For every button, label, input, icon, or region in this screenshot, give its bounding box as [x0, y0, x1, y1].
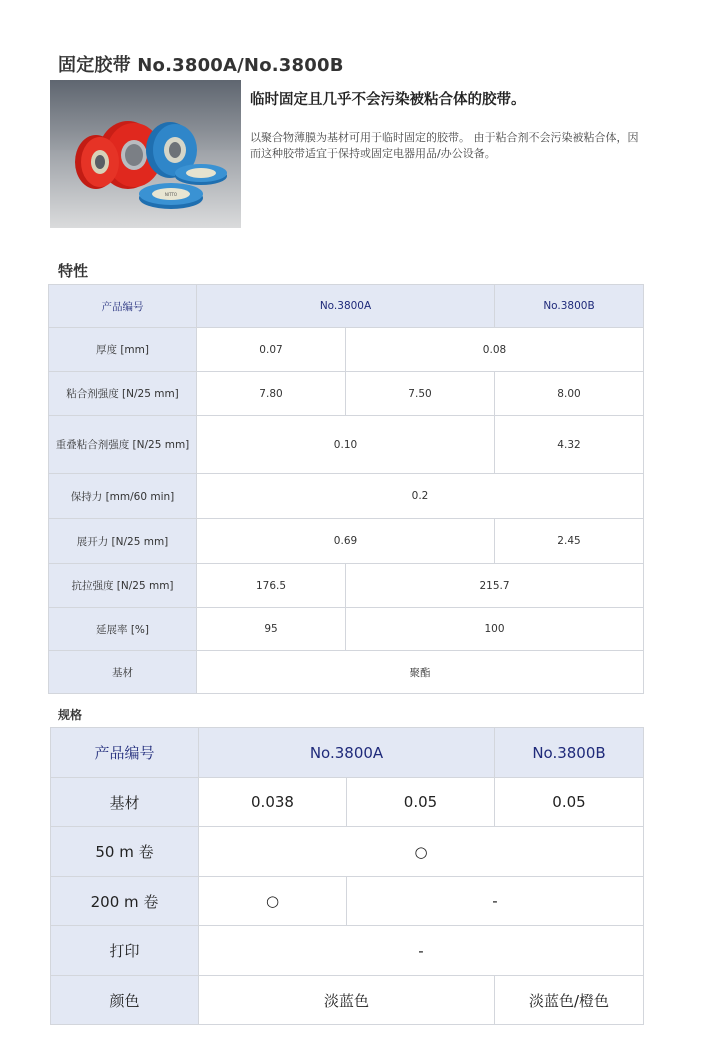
- table-cell: 2.45: [495, 519, 644, 564]
- row-label-adhesion: 粘合剂强度 [N/25 mm]: [49, 372, 197, 416]
- table-row: [51, 778, 644, 827]
- table-cell: 176.5: [197, 564, 346, 608]
- product-image: [50, 80, 241, 228]
- row-label-thickness: 厚度 [mm]: [49, 328, 197, 372]
- table-row: [49, 608, 644, 651]
- product-description: 以聚合物薄膜为基材可用于临时固定的胶带。 由于粘合剂不会污染被粘合体，因而这种胶带适宜于保持或固定电器用品/办公设备。: [250, 131, 639, 160]
- table-cell: 0.05: [347, 778, 495, 827]
- row-label-overlap-adhesion: 重叠粘合剂强度 [N/25 mm]: [49, 416, 197, 474]
- col-header-3800a: No.3800A: [199, 728, 495, 778]
- table-cell: 0.038: [199, 778, 347, 827]
- row-label-printing: 打印: [51, 926, 199, 976]
- table-cell: -: [347, 877, 644, 926]
- table-cell: 聚酯: [197, 651, 644, 694]
- table-cell: ○: [199, 877, 347, 926]
- table-cell: 215.7: [346, 564, 644, 608]
- headline: 临时固定且几乎不会污染被粘合体的胶带。: [250, 92, 526, 108]
- table-row: [51, 976, 644, 1025]
- row-label-base-material: 基材: [49, 651, 197, 694]
- table-row: [51, 827, 644, 877]
- features-header-row: [49, 285, 644, 328]
- table-cell: 0.2: [197, 474, 644, 519]
- table-cell: ○: [199, 827, 644, 877]
- table-row: [49, 651, 644, 694]
- table-cell: 8.00: [495, 372, 644, 416]
- features-title: 特性: [58, 262, 89, 280]
- table-cell: 95: [197, 608, 346, 651]
- blue-tape-roll-flat: [139, 183, 203, 209]
- col-header-3800b: No.3800B: [495, 285, 644, 328]
- row-label-200m-roll: 200 m 卷: [51, 877, 199, 926]
- red-tape-roll-front: [75, 135, 119, 189]
- table-cell: 7.80: [197, 372, 346, 416]
- table-row: [51, 877, 644, 926]
- row-label-color: 颜色: [51, 976, 199, 1025]
- table-cell: 0.07: [197, 328, 346, 372]
- table-row: [49, 474, 644, 519]
- product-number-header: 产品编号: [51, 728, 199, 778]
- table-row: [49, 564, 644, 608]
- table-cell: 0.10: [197, 416, 495, 474]
- product-number-header: 产品编号: [49, 285, 197, 328]
- table-cell: 淡蓝色: [199, 976, 495, 1025]
- table-row: [49, 372, 644, 416]
- roll-label: NITTO: [164, 192, 178, 197]
- col-header-3800a: No.3800A: [197, 285, 495, 328]
- table-cell: 100: [346, 608, 644, 651]
- row-label-holding-power: 保持力 [mm/60 min]: [49, 474, 197, 519]
- specs-header-row: [51, 728, 644, 778]
- table-cell: 0.08: [346, 328, 644, 372]
- table-row: [51, 926, 644, 976]
- col-header-3800b: No.3800B: [495, 728, 644, 778]
- features-table: [48, 284, 644, 694]
- blue-tape-roll-right: [175, 164, 227, 185]
- table-cell: 淡蓝色/橙色: [495, 976, 644, 1025]
- specs-table: [50, 727, 644, 1025]
- table-cell: 7.50: [346, 372, 495, 416]
- table-cell: 0.69: [197, 519, 495, 564]
- row-label-tensile: 抗拉强度 [N/25 mm]: [49, 564, 197, 608]
- row-label-base-material: 基材: [51, 778, 199, 827]
- table-cell: 0.05: [495, 778, 644, 827]
- row-label-elongation: 延展率 [%]: [49, 608, 197, 651]
- tape-rolls-illustration: [50, 80, 241, 228]
- row-label-unwind-force: 展开力 [N/25 mm]: [49, 519, 197, 564]
- table-row: [49, 519, 644, 564]
- specs-title: 规格: [58, 708, 83, 722]
- table-cell: 4.32: [495, 416, 644, 474]
- table-row: [49, 328, 644, 372]
- table-cell: -: [199, 926, 644, 976]
- page-title: 固定胶带 No.3800A/No.3800B: [58, 55, 344, 76]
- table-row: [49, 416, 644, 474]
- row-label-50m-roll: 50 m 卷: [51, 827, 199, 877]
